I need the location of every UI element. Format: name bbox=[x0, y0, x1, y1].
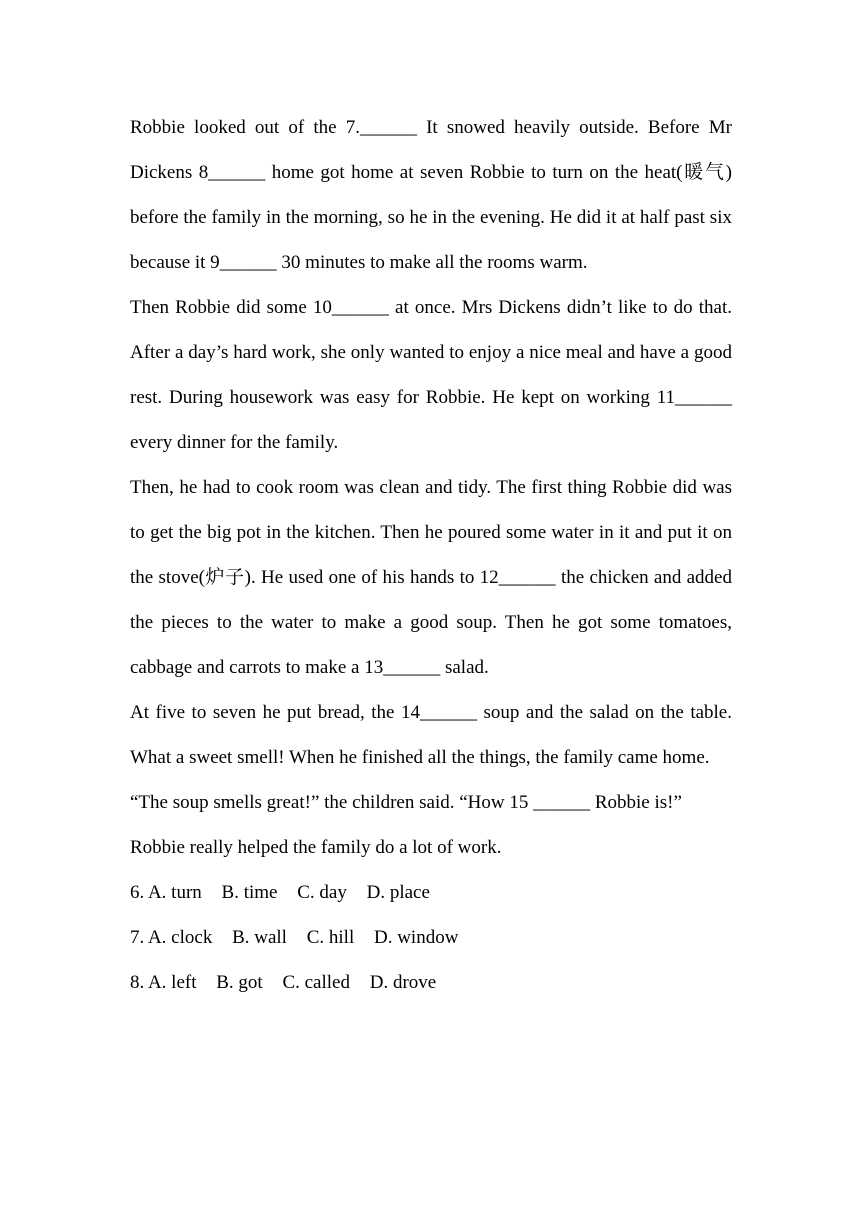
question-number: 7. bbox=[130, 927, 145, 948]
option-d: D. place bbox=[366, 882, 430, 903]
question-number: 6. bbox=[130, 882, 145, 903]
option-b: B. got bbox=[216, 972, 263, 993]
option-d: D. drove bbox=[369, 972, 437, 993]
question-6 bbox=[130, 870, 732, 915]
option-a: A. clock bbox=[147, 927, 213, 948]
paragraph-3: Then, he had to cook room was clean and tidy. The first thing Robbie did was to get the big pot in the kitchen. Then he poured some water in it and put it on the stove(炉子). He used one of his hands to 12______ the chicken and added the pieces to the water to make a good soup. Then he got some tomatoes, cabbage and carrots to make a 13______ salad. bbox=[130, 477, 732, 678]
paragraph-5: “The soup smells great!” the children said. “How 15 ______ Robbie is!” bbox=[130, 792, 682, 813]
paragraph-2: Then Robbie did some 10______ at once. Mrs Dickens didn’t like to do that. After a day’s hard work, she only wanted to enjoy a nice meal and have a good rest. During housework was easy for Robbie. He kept on working 11______ every dinner for the family. bbox=[130, 297, 732, 453]
option-b: B. time bbox=[221, 882, 278, 903]
paragraph-1: Robbie looked out of the 7.______ It snowed heavily outside. Before Mr Dickens 8______ home got home at seven Robbie to turn on the heat(暖气) before the family in the morning, so he in the evening. He did it at half past six because it 9______ 30 minutes to make all the rooms warm. bbox=[130, 117, 732, 273]
option-c: C. day bbox=[297, 882, 347, 903]
option-a: A. left bbox=[147, 972, 197, 993]
paragraph-4: At five to seven he put bread, the 14______ soup and the salad on the table. What a sweet smell! When he finished all the things, the family came home. bbox=[130, 702, 732, 768]
document-page bbox=[130, 105, 732, 1005]
paragraph-6: Robbie really helped the family do a lot of work. bbox=[130, 837, 502, 858]
question-number: 8. bbox=[130, 972, 145, 993]
question-8 bbox=[130, 960, 732, 1005]
option-a: A. turn bbox=[147, 882, 202, 903]
option-c: C. hill bbox=[306, 927, 355, 948]
option-d: D. window bbox=[373, 927, 459, 948]
option-b: B. wall bbox=[232, 927, 287, 948]
option-c: C. called bbox=[282, 972, 350, 993]
question-7 bbox=[130, 915, 732, 960]
